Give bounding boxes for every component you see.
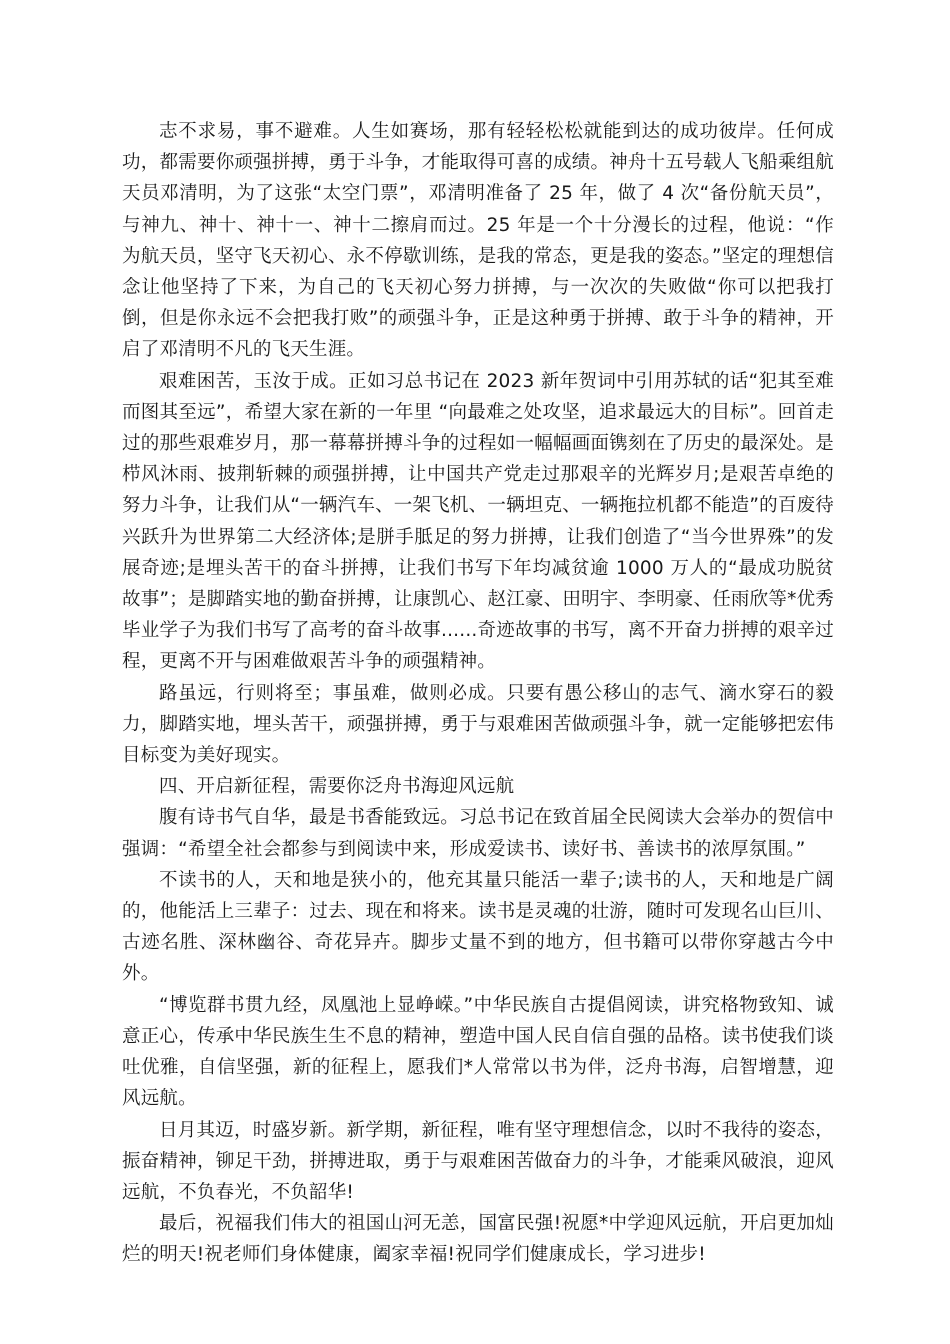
document-body (122, 116, 834, 1271)
paragraph-deng-qingming: 志不求易，事不避难。人生如赛场，那有轻轻松松就能到达的成功彼岸。任何成功，都需要你顽强拼搏，勇于斗争，才能取得可喜的成绩。神舟十五号载人飞船乘组航天员邓清明，为了这张“太空门票”，邓清明准备了 25 年，做了 4 次“备份航天员”，与神九、神十、神十一、神十二擦肩而过。25 年是一个十分漫长的过程，他说：“作为航天员，坚守飞天初心、永不停歇训练，是我的常态，更是我的姿态。”坚定的理想信念让他坚持了下来，为自己的飞天初心努力拼搏，与一次次的失败做“你可以把我打倒，但是你永远不会把我打败”的顽强斗争，正是这种勇于拼搏、敢于斗争的精神，开启了邓清明不凡的飞天生涯。 (122, 121, 834, 361)
paragraph-reading-world: 不读书的人，天和地是狭小的，他充其量只能活一辈子;读书的人，天和地是广阔的，他能活上三辈子：过去、现在和将来。读书是灵魂的壮游，随时可发现名山巨川、古迹名胜、深林幽谷、奇花异卉。脚步丈量不到的地方，但书籍可以带你穿越古今中外。 (122, 869, 834, 985)
paragraph-road-far: 路虽远，行则将至；事虽难，做则必成。只要有愚公移山的志气、滴水穿石的毅力，脚踏实地，埋头苦干，顽强拼搏，勇于与艰难困苦做顽强斗争，就一定能够把宏伟目标变为美好现实。 (122, 682, 834, 767)
paragraph-hardship: 艰难困苦，玉汝于成。正如习总书记在 2023 新年贺词中引用苏轼的话“犯其至难而图其至远”，希望大家在新的一年里 “向最难之处攻坚，追求最远大的目标”。回首走过的那些艰难岁月，那一幕幕拼搏斗争的过程如一幅幅画面镌刻在了历史的最深处。是栉风沐雨、披荆斩棘的顽强拼搏，让中国共产党走过那艰辛的光辉岁月;是艰苦卓绝的努力斗争，让我们从“一辆汽车、一架飞机、一辆坦克、一辆拖拉机都不能造”的百废待兴跃升为世界第二大经济体;是胼手胝足的努力拼搏，让我们创造了“当今世界殊”的发展奇迹;是埋头苦干的奋斗拼搏，让我们书写下年均减贫逾 1000 万人的“最成功脱贫故事”；是脚踏实地的勤奋拼搏，让康凯心、赵江豪、田明宇、李明豪、任雨欣等*优秀毕业学子为我们书写了高考的奋斗故事......奇迹故事的书写，离不开奋力拼搏的艰辛过程，更离不开与困难做艰苦斗争的顽强精神。 (122, 370, 834, 673)
section-heading-four: 四、开启新征程，需要你泛舟书海迎风远航 (159, 776, 515, 798)
paragraph-new-semester: 日月其迈，时盛岁新。新学期，新征程，唯有坚守理想信念，以时不我待的姿态，振奋精神，铆足干劲，拼搏进取，勇于与艰难困苦做奋力的斗争，才能乘风破浪，迎风远航，不负春光，不负韶华! (122, 1119, 834, 1203)
paragraph-closing-wishes: 最后，祝福我们伟大的祖国山河无恙，国富民强!祝愿*中学迎风远航，开启更加灿烂的明天!祝老师们身体健康，阖家幸福!祝同学们健康成长，学习进步! (122, 1213, 834, 1266)
paragraph-reading-tradition: “博览群书贯九经，凤凰池上显峥嵘。”中华民族自古提倡阅读，讲究格物致知、诚意正心，传承中华民族生生不息的精神，塑造中国人民自信自强的品格。读书使我们谈吐优雅，自信坚强，新的征程上，愿我们*人常常以书为伴，泛舟书海，启智增慧，迎风远航。 (122, 994, 834, 1110)
paragraph-reading-letter: 腹有诗书气自华，最是书香能致远。习总书记在致首届全民阅读大会举办的贺信中强调：“希望全社会都参与到阅读中来，形成爱读书、读好书、善读书的浓厚氛围。” (122, 807, 834, 860)
